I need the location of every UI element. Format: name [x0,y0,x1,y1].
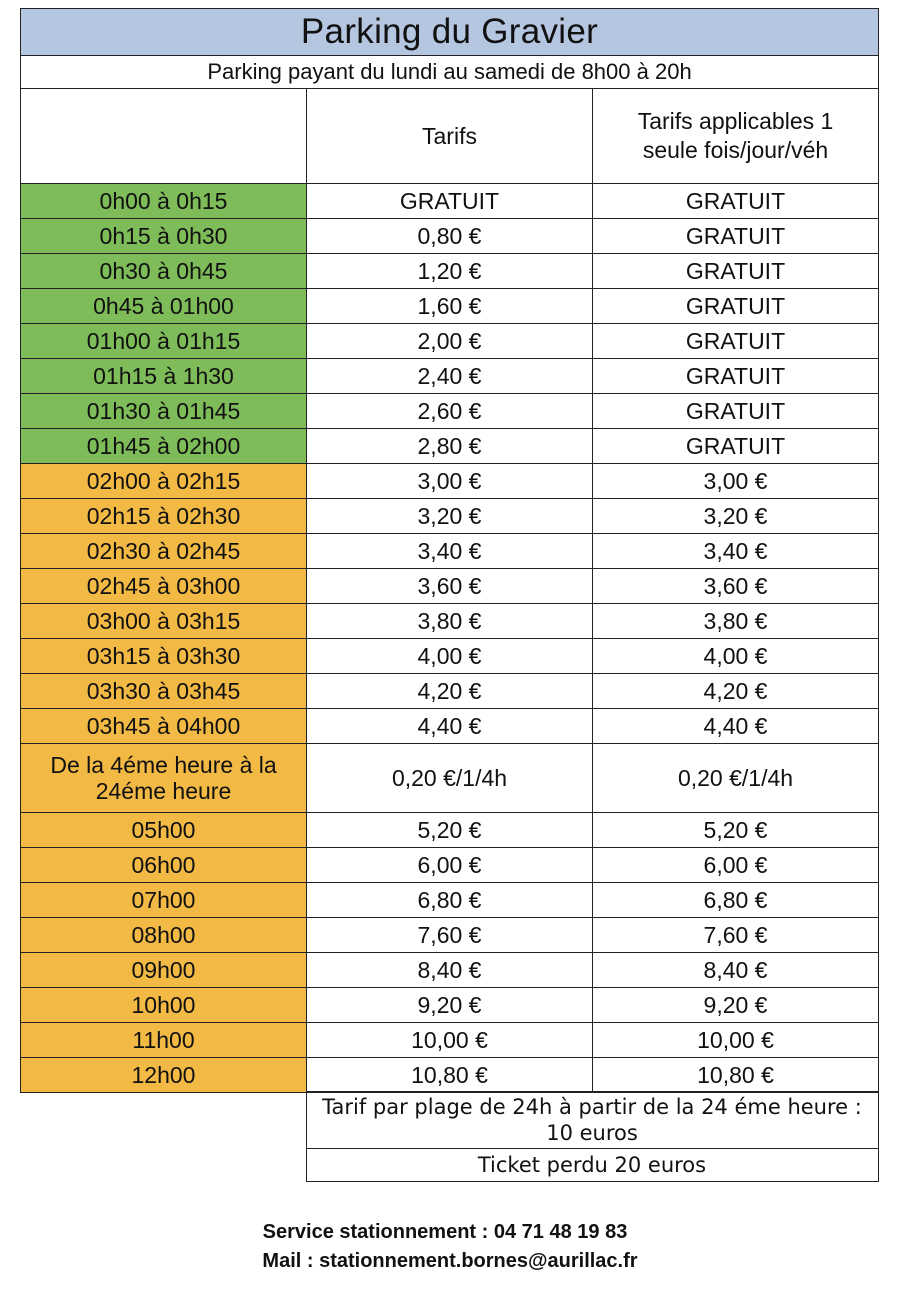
tariff-table [20,8,879,1093]
tarif-cell: 3,60 € [307,569,593,604]
tarif-cell: 0,20 €/1/4h [307,744,593,813]
tarif-cell: 6,00 € [307,848,593,883]
tarif-cell: 3,80 € [307,604,593,639]
tarif-once-cell: GRATUIT [593,219,879,254]
tarif-once-cell: 7,60 € [593,918,879,953]
table-row [21,254,879,289]
duration-cell: 02h30 à 02h45 [21,534,307,569]
table-row [21,744,879,813]
tarif-cell: 2,00 € [307,324,593,359]
tarif-cell: 5,20 € [307,813,593,848]
duration-cell: 02h00 à 02h15 [21,464,307,499]
tarif-cell: 3,00 € [307,464,593,499]
duration-cell: 10h00 [21,988,307,1023]
duration-cell: 01h15 à 1h30 [21,359,307,394]
tarif-once-cell: 10,00 € [593,1023,879,1058]
tarif-once-cell: 8,40 € [593,953,879,988]
tarif-cell: 2,40 € [307,359,593,394]
footer-phone-text: Service stationnement : 04 71 48 19 83 [262,1221,628,1243]
tarif-once-cell: GRATUIT [593,324,879,359]
duration-cell: 06h00 [21,848,307,883]
tarif-cell: 10,00 € [307,1023,593,1058]
table-row [21,534,879,569]
tarif-once-cell: 6,80 € [593,883,879,918]
duration-cell: 11h00 [21,1023,307,1058]
table-row [21,394,879,429]
tarif-once-cell: 9,20 € [593,988,879,1023]
table-row [21,359,879,394]
tarif-once-cell: 4,00 € [593,639,879,674]
tarif-once-cell: 0,20 €/1/4h [593,744,879,813]
tarif-cell: 7,60 € [307,918,593,953]
table-row [21,639,879,674]
table-row [21,1058,879,1093]
notes-table [20,1091,879,1182]
duration-cell: 03h15 à 03h30 [21,639,307,674]
duration-cell: De la 4éme heure à la 24éme heure [21,744,307,813]
tarif-once-cell: 3,80 € [593,604,879,639]
header-tarifs-once-line1: Tarifs applicables 1 [637,108,834,134]
tarif-cell: 3,40 € [307,534,593,569]
tarif-cell: 4,00 € [307,639,593,674]
tarif-cell: 4,20 € [307,674,593,709]
tarif-cell: 8,40 € [307,953,593,988]
tarif-once-cell: 6,00 € [593,848,879,883]
footer-phone [0,1221,900,1244]
duration-cell: 01h45 à 02h00 [21,429,307,464]
table-row [21,988,879,1023]
duration-cell: 09h00 [21,953,307,988]
duration-cell: 0h00 à 0h15 [21,184,307,219]
duration-cell: 02h15 à 02h30 [21,499,307,534]
duration-cell: 08h00 [21,918,307,953]
tarif-cell: 4,40 € [307,709,593,744]
table-row [21,499,879,534]
duration-cell: 03h30 à 03h45 [21,674,307,709]
table-row [21,674,879,709]
table-row [21,848,879,883]
table-row [21,918,879,953]
table-row [21,429,879,464]
duration-cell: 0h45 à 01h00 [21,289,307,324]
tarif-once-cell: 5,20 € [593,813,879,848]
table-row [21,1023,879,1058]
table-row [21,953,879,988]
tarif-cell: 9,20 € [307,988,593,1023]
daily-rate-note [306,1092,878,1149]
table-row [21,813,879,848]
tarif-once-cell: GRATUIT [593,394,879,429]
tarif-cell: 0,80 € [307,219,593,254]
tarif-once-cell: GRATUIT [593,184,879,219]
page-subtitle: Parking payant du lundi au samedi de 8h00 à 20h [21,56,879,89]
table-row [21,219,879,254]
table-row [21,184,879,219]
tarif-once-cell: 3,40 € [593,534,879,569]
lost-ticket-note: Ticket perdu 20 euros [306,1149,878,1182]
tarif-cell: 6,80 € [307,883,593,918]
duration-cell: 0h15 à 0h30 [21,219,307,254]
duration-cell: 02h45 à 03h00 [21,569,307,604]
header-duration [21,89,307,184]
table-row [21,569,879,604]
tarif-cell: GRATUIT [307,184,593,219]
duration-cell: 12h00 [21,1058,307,1093]
tarif-cell: 1,60 € [307,289,593,324]
tarif-once-cell: 3,00 € [593,464,879,499]
table-row [21,324,879,359]
header-tarifs: Tarifs [307,89,593,184]
table-row [21,883,879,918]
table-row [21,709,879,744]
daily-rate-line1: Tarif par plage de 24h à partir de la 24 éme heure : [322,1095,862,1120]
tarif-once-cell: 4,20 € [593,674,879,709]
tarif-once-cell: 3,20 € [593,499,879,534]
tarif-once-cell: GRATUIT [593,254,879,289]
tariff-sheet [20,8,878,1182]
page-title: Parking du Gravier [21,9,879,56]
duration-cell: 0h30 à 0h45 [21,254,307,289]
duration-cell: 07h00 [21,883,307,918]
table-row [21,289,879,324]
tarif-cell: 2,60 € [307,394,593,429]
duration-cell: 01h30 à 01h45 [21,394,307,429]
duration-cell: 03h00 à 03h15 [21,604,307,639]
tarif-cell: 1,20 € [307,254,593,289]
tarif-cell: 3,20 € [307,499,593,534]
tarif-once-cell: GRATUIT [593,429,879,464]
footer-mail-text: Mail : stationnement.bornes@aurillac.fr [262,1250,638,1272]
tarif-once-cell: GRATUIT [593,359,879,394]
duration-cell: 01h00 à 01h15 [21,324,307,359]
duration-cell: 05h00 [21,813,307,848]
footer-mail [0,1250,900,1273]
table-row [21,604,879,639]
daily-rate-line2: 10 euros [546,1121,638,1146]
tarif-once-cell: 10,80 € [593,1058,879,1093]
duration-cell: 03h45 à 04h00 [21,709,307,744]
tarif-once-cell: 3,60 € [593,569,879,604]
tarif-once-cell: 4,40 € [593,709,879,744]
tarif-cell: 2,80 € [307,429,593,464]
tarif-once-cell: GRATUIT [593,289,879,324]
table-row [21,464,879,499]
header-tarifs-once-line2: seule fois/jour/véh [642,137,829,163]
header-tarifs-once [593,89,879,184]
tarif-cell: 10,80 € [307,1058,593,1093]
